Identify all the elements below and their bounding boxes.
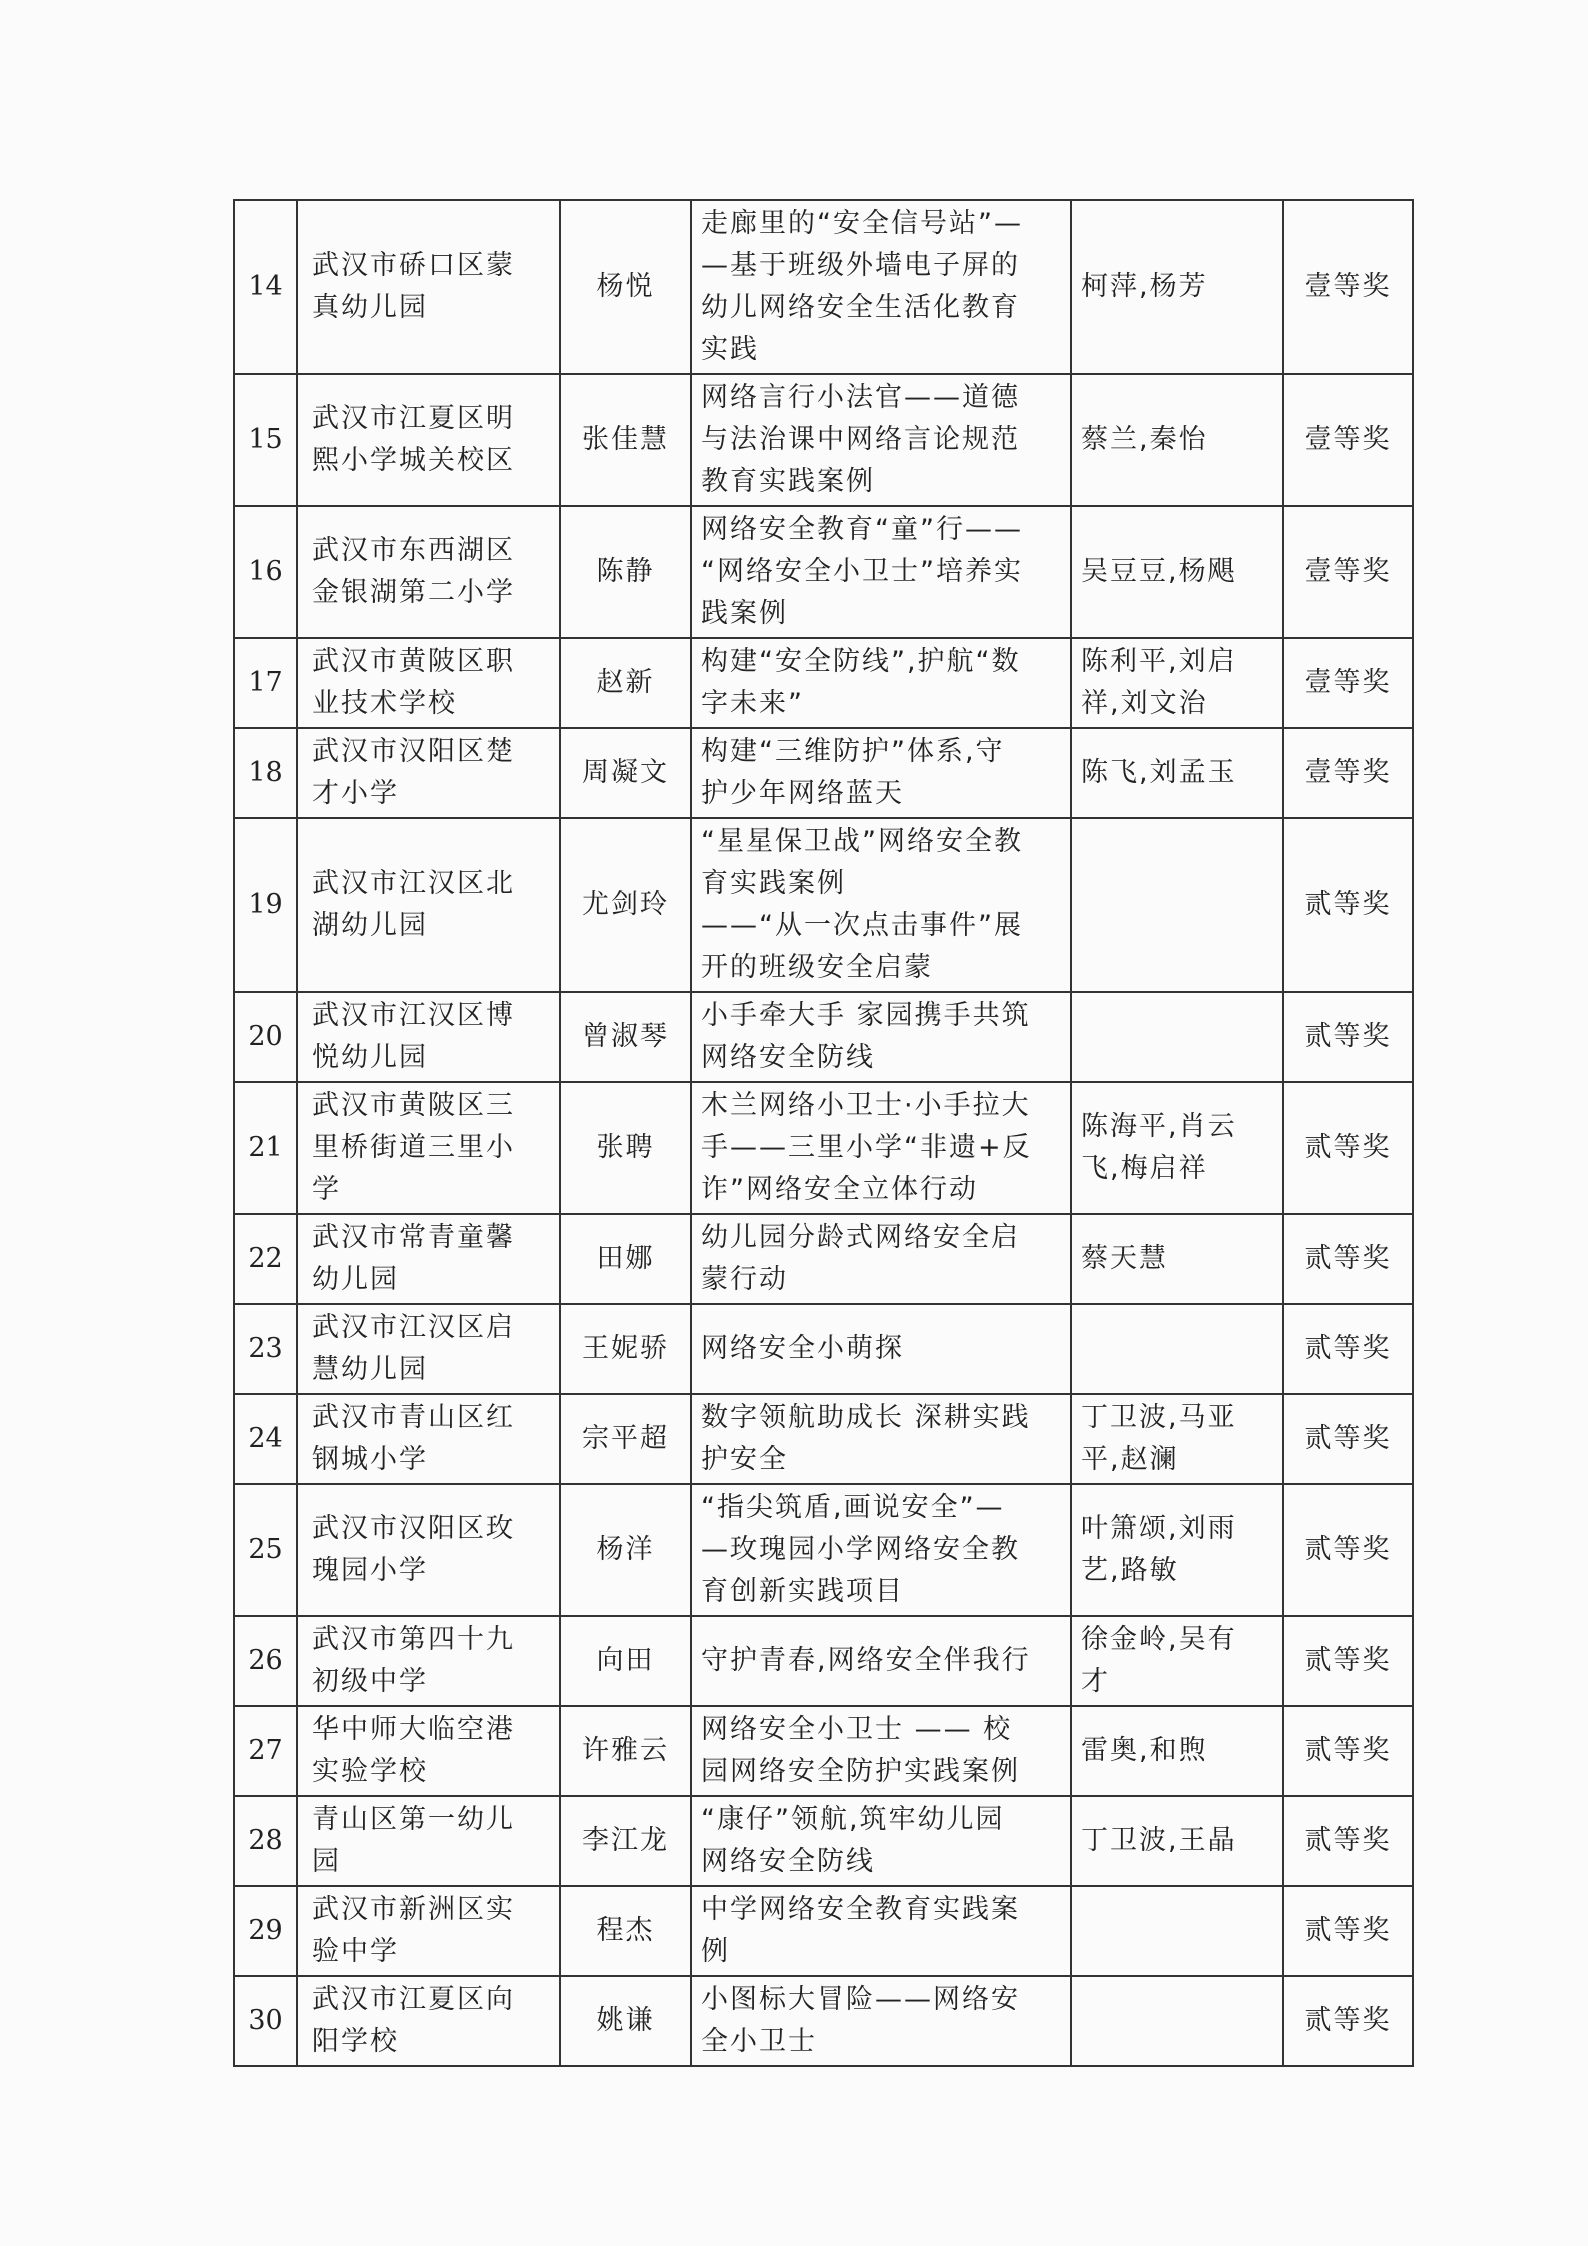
advisors-cell-line: 丁卫波,王晶 xyxy=(1081,1825,1237,1856)
prize-cell xyxy=(1283,1616,1413,1706)
row-number-cell-text: 18 xyxy=(248,757,283,788)
advisors-cell xyxy=(1071,200,1283,374)
advisors-cell-line: 柯萍,杨芳 xyxy=(1081,271,1208,302)
prize-cell-text: 壹等奖 xyxy=(1304,556,1392,587)
advisors-cell-line: 陈利平,刘启 xyxy=(1081,646,1237,677)
title-cell xyxy=(691,1484,1071,1616)
author-cell-text: 许雅云 xyxy=(582,1735,669,1766)
advisors-cell xyxy=(1071,1484,1283,1616)
school-cell xyxy=(297,1706,560,1796)
prize-cell xyxy=(1283,728,1413,818)
school-cell-line: 武汉市新洲区实 xyxy=(312,1894,515,1925)
school-cell xyxy=(297,1616,560,1706)
author-cell-text: 杨洋 xyxy=(596,1534,655,1565)
table-row xyxy=(234,506,1413,638)
table-row xyxy=(234,1796,1413,1886)
school-cell-line: 武汉市第四十九 xyxy=(312,1624,515,1655)
title-cell-line: 园网络安全防护实践案例 xyxy=(701,1756,1020,1787)
table-row xyxy=(234,200,1413,374)
table-row xyxy=(234,728,1413,818)
title-cell-line: 教育实践案例 xyxy=(701,466,875,497)
title-cell-line: “康仔”领航,筑牢幼儿园 xyxy=(701,1804,1005,1835)
title-cell-line: 网络安全防线 xyxy=(701,1846,875,1877)
row-number-cell xyxy=(234,1976,297,2066)
row-number-cell xyxy=(234,1484,297,1616)
prize-cell-text: 壹等奖 xyxy=(1304,667,1392,698)
row-number-cell-text: 27 xyxy=(248,1735,283,1766)
row-number-cell-text: 20 xyxy=(248,1021,283,1052)
author-cell-text: 程杰 xyxy=(596,1915,655,1946)
title-cell-line: 构建“安全防线”,护航“数 xyxy=(701,646,1021,677)
author-cell-text: 杨悦 xyxy=(596,271,655,302)
row-number-cell-text: 14 xyxy=(248,271,283,302)
author-cell-text: 姚谦 xyxy=(596,2005,655,2036)
advisors-cell-line: 吴豆豆,杨飓 xyxy=(1081,556,1237,587)
school-cell xyxy=(297,374,560,506)
advisors-cell xyxy=(1071,638,1283,728)
advisors-cell-line: 陈飞,刘孟玉 xyxy=(1081,757,1237,788)
title-cell xyxy=(691,638,1071,728)
row-number-cell-text: 15 xyxy=(248,424,283,455)
advisors-cell xyxy=(1071,1214,1283,1304)
advisors-cell-line: 祥,刘文治 xyxy=(1081,688,1208,719)
prize-cell xyxy=(1283,200,1413,374)
row-number-cell-text: 17 xyxy=(248,667,283,698)
row-number-cell xyxy=(234,992,297,1082)
table-row xyxy=(234,1394,1413,1484)
prize-cell-text: 贰等奖 xyxy=(1304,1534,1392,1565)
table-row xyxy=(234,638,1413,728)
table-row xyxy=(234,1484,1413,1616)
title-cell-line: 幼儿园分龄式网络安全启 xyxy=(701,1222,1020,1253)
school-cell-line: 验中学 xyxy=(312,1936,399,1967)
author-cell-text: 田娜 xyxy=(596,1243,655,1274)
title-cell xyxy=(691,1706,1071,1796)
title-cell-line: 诈”网络安全立体行动 xyxy=(701,1174,978,1205)
school-cell-line: 实验学校 xyxy=(312,1756,428,1787)
row-number-cell xyxy=(234,1394,297,1484)
row-number-cell-text: 29 xyxy=(248,1915,283,1946)
school-cell-line: 武汉市青山区红 xyxy=(312,1402,515,1433)
title-cell xyxy=(691,506,1071,638)
school-cell-line: 阳学校 xyxy=(312,2026,399,2057)
advisors-cell-line: 丁卫波,马亚 xyxy=(1081,1402,1237,1433)
school-cell-line: 园 xyxy=(312,1846,341,1877)
title-cell-line: 走廊里的“安全信号站”— xyxy=(701,208,1023,239)
row-number-cell-text: 28 xyxy=(248,1825,283,1856)
title-cell-line: 实践 xyxy=(701,334,759,365)
row-number-cell xyxy=(234,1304,297,1394)
title-cell-line: 构建“三维防护”体系,守 xyxy=(701,736,1005,767)
advisors-cell xyxy=(1071,992,1283,1082)
prize-cell xyxy=(1283,1394,1413,1484)
title-cell xyxy=(691,1304,1071,1394)
title-cell-line: —玫瑰园小学网络安全教 xyxy=(701,1534,1020,1565)
row-number-cell-text: 16 xyxy=(248,556,283,587)
advisors-cell xyxy=(1071,1082,1283,1214)
prize-cell xyxy=(1283,506,1413,638)
title-cell-line: 网络安全教育“童”行—— xyxy=(701,514,1023,545)
school-cell-line: 武汉市江汉区启 xyxy=(312,1312,515,1343)
title-cell-line: 木兰网络小卫士·小手拉大 xyxy=(701,1090,1031,1121)
author-cell xyxy=(560,1484,691,1616)
title-cell-line: 幼儿网络安全生活化教育 xyxy=(701,292,1020,323)
title-cell-line: 护少年网络蓝天 xyxy=(701,778,904,809)
row-number-cell-text: 21 xyxy=(248,1132,283,1163)
title-cell-line: 小图标大冒险——网络安 xyxy=(701,1984,1020,2015)
school-cell xyxy=(297,1082,560,1214)
row-number-cell-text: 19 xyxy=(248,889,283,920)
school-cell xyxy=(297,992,560,1082)
table-row xyxy=(234,1976,1413,2066)
table-row xyxy=(234,1082,1413,1214)
prize-cell-text: 贰等奖 xyxy=(1304,889,1392,920)
author-cell-text: 陈静 xyxy=(596,556,655,587)
advisors-cell-line: 叶箫颂,刘雨 xyxy=(1081,1513,1237,1544)
advisors-cell-line: 雷奥,和煦 xyxy=(1081,1735,1208,1766)
table-row xyxy=(234,992,1413,1082)
author-cell-text: 张聘 xyxy=(596,1132,655,1163)
title-cell-line: 网络安全小萌探 xyxy=(701,1333,904,1364)
advisors-cell-line: 飞,梅启祥 xyxy=(1081,1153,1208,1184)
row-number-cell xyxy=(234,638,297,728)
title-cell xyxy=(691,818,1071,992)
prize-cell xyxy=(1283,1886,1413,1976)
school-cell-line: 金银湖第二小学 xyxy=(312,577,515,608)
school-cell-line: 武汉市常青童馨 xyxy=(312,1222,515,1253)
author-cell xyxy=(560,374,691,506)
school-cell xyxy=(297,728,560,818)
school-cell-line: 武汉市江汉区博 xyxy=(312,1000,515,1031)
title-cell xyxy=(691,1394,1071,1484)
advisors-cell xyxy=(1071,1304,1283,1394)
author-cell-text: 张佳慧 xyxy=(582,424,669,455)
school-cell-line: 真幼儿园 xyxy=(312,292,428,323)
awards-table xyxy=(233,199,1414,2067)
table-row xyxy=(234,374,1413,506)
title-cell xyxy=(691,992,1071,1082)
title-cell-line: 网络安全小卫士 —— 校 xyxy=(701,1714,1013,1745)
author-cell-text: 宗平超 xyxy=(582,1423,669,1454)
school-cell xyxy=(297,1394,560,1484)
advisors-cell-line: 蔡兰,秦怡 xyxy=(1081,424,1208,455)
prize-cell-text: 贰等奖 xyxy=(1304,1825,1392,1856)
school-cell-line: 初级中学 xyxy=(312,1666,428,1697)
author-cell xyxy=(560,728,691,818)
prize-cell-text: 贰等奖 xyxy=(1304,1735,1392,1766)
school-cell-line: 钢城小学 xyxy=(312,1444,428,1475)
author-cell-text: 周凝文 xyxy=(582,757,669,788)
title-cell-line: 育实践案例 xyxy=(701,868,846,899)
advisors-cell xyxy=(1071,1976,1283,2066)
author-cell xyxy=(560,1616,691,1706)
school-cell-line: 熙小学城关校区 xyxy=(312,445,515,476)
prize-cell-text: 贰等奖 xyxy=(1304,1132,1392,1163)
author-cell-text: 尤剑玲 xyxy=(582,889,669,920)
table-row xyxy=(234,1616,1413,1706)
school-cell-line: 武汉市黄陂区职 xyxy=(312,646,515,677)
author-cell xyxy=(560,200,691,374)
school-cell-line: 武汉市东西湖区 xyxy=(312,535,515,566)
school-cell-line: 武汉市汉阳区楚 xyxy=(312,736,515,767)
title-cell xyxy=(691,1616,1071,1706)
school-cell xyxy=(297,1886,560,1976)
row-number-cell xyxy=(234,1796,297,1886)
author-cell xyxy=(560,1976,691,2066)
title-cell-line: ——“从一次点击事件”展 xyxy=(701,910,1023,941)
prize-cell xyxy=(1283,638,1413,728)
row-number-cell-text: 25 xyxy=(248,1534,283,1565)
row-number-cell xyxy=(234,374,297,506)
school-cell xyxy=(297,1976,560,2066)
advisors-cell xyxy=(1071,818,1283,992)
prize-cell xyxy=(1283,1976,1413,2066)
row-number-cell-text: 22 xyxy=(248,1243,283,1274)
title-cell-line: —基于班级外墙电子屏的 xyxy=(701,250,1020,281)
advisors-cell-line: 陈海平,肖云 xyxy=(1081,1111,1237,1142)
prize-cell-text: 贰等奖 xyxy=(1304,1243,1392,1274)
title-cell-line: 手——三里小学“非遗+反 xyxy=(701,1132,1032,1163)
school-cell-line: 悦幼儿园 xyxy=(312,1042,428,1073)
prize-cell-text: 贰等奖 xyxy=(1304,2005,1392,2036)
advisors-cell-line: 平,赵澜 xyxy=(1081,1444,1179,1475)
school-cell-line: 瑰园小学 xyxy=(312,1555,428,1586)
advisors-cell xyxy=(1071,1796,1283,1886)
title-cell-line: 数字领航助成长 深耕实践 xyxy=(701,1402,1031,1433)
title-cell xyxy=(691,200,1071,374)
table-row xyxy=(234,1706,1413,1796)
school-cell xyxy=(297,200,560,374)
table-row xyxy=(234,1304,1413,1394)
school-cell-line: 幼儿园 xyxy=(312,1264,399,1295)
school-cell-line: 青山区第一幼儿 xyxy=(312,1804,515,1835)
title-cell xyxy=(691,1214,1071,1304)
prize-cell-text: 贰等奖 xyxy=(1304,1021,1392,1052)
advisors-cell-line: 蔡天慧 xyxy=(1081,1243,1168,1274)
title-cell-line: 字未来” xyxy=(701,688,804,719)
title-cell xyxy=(691,374,1071,506)
author-cell-text: 向田 xyxy=(596,1645,655,1676)
title-cell-line: “星星保卫战”网络安全教 xyxy=(701,826,1023,857)
title-cell-line: 践案例 xyxy=(701,598,788,629)
title-cell-line: 与法治课中网络言论规范 xyxy=(701,424,1020,455)
advisors-cell xyxy=(1071,728,1283,818)
school-cell xyxy=(297,506,560,638)
author-cell-text: 赵新 xyxy=(596,667,655,698)
title-cell-line: 网络言行小法官——道德 xyxy=(701,382,1020,413)
row-number-cell xyxy=(234,506,297,638)
title-cell-line: “指尖筑盾,画说安全”— xyxy=(701,1492,1005,1523)
prize-cell xyxy=(1283,1214,1413,1304)
author-cell xyxy=(560,506,691,638)
prize-cell-text: 贰等奖 xyxy=(1304,1333,1392,1364)
school-cell xyxy=(297,1796,560,1886)
school-cell xyxy=(297,1484,560,1616)
row-number-cell xyxy=(234,1082,297,1214)
author-cell xyxy=(560,638,691,728)
prize-cell-text: 壹等奖 xyxy=(1304,271,1392,302)
title-cell xyxy=(691,728,1071,818)
title-cell-line: 例 xyxy=(701,1936,730,1967)
title-cell-line: 小手牵大手 家园携手共筑 xyxy=(701,1000,1031,1031)
row-number-cell-text: 30 xyxy=(248,2005,283,2036)
advisors-cell xyxy=(1071,374,1283,506)
advisors-cell-line: 才 xyxy=(1081,1666,1110,1697)
author-cell xyxy=(560,1706,691,1796)
title-cell-line: 全小卫士 xyxy=(701,2026,817,2057)
row-number-cell xyxy=(234,818,297,992)
school-cell-line: 业技术学校 xyxy=(312,688,457,719)
table-row xyxy=(234,818,1413,992)
school-cell-line: 学 xyxy=(312,1174,341,1205)
prize-cell-text: 壹等奖 xyxy=(1304,424,1392,455)
advisors-cell xyxy=(1071,1616,1283,1706)
school-cell-line: 武汉市江夏区向 xyxy=(312,1984,515,2015)
author-cell-text: 曾淑琴 xyxy=(582,1021,669,1052)
prize-cell xyxy=(1283,818,1413,992)
row-number-cell-text: 26 xyxy=(248,1645,283,1676)
author-cell xyxy=(560,1304,691,1394)
school-cell-line: 湖幼儿园 xyxy=(312,910,428,941)
school-cell xyxy=(297,1214,560,1304)
school-cell-line: 武汉市江夏区明 xyxy=(312,403,515,434)
title-cell-line: 守护青春,网络安全伴我行 xyxy=(701,1645,1031,1676)
school-cell xyxy=(297,818,560,992)
advisors-cell xyxy=(1071,1886,1283,1976)
school-cell-line: 才小学 xyxy=(312,778,399,809)
prize-cell xyxy=(1283,1796,1413,1886)
title-cell-line: 蒙行动 xyxy=(701,1264,788,1295)
prize-cell xyxy=(1283,1082,1413,1214)
title-cell xyxy=(691,1082,1071,1214)
title-cell xyxy=(691,1796,1071,1886)
author-cell xyxy=(560,992,691,1082)
title-cell-line: 中学网络安全教育实践案 xyxy=(701,1894,1020,1925)
row-number-cell xyxy=(234,1706,297,1796)
advisors-cell xyxy=(1071,506,1283,638)
school-cell-line: 武汉市硚口区蒙 xyxy=(312,250,515,281)
author-cell-text: 李江龙 xyxy=(582,1825,669,1856)
author-cell xyxy=(560,1082,691,1214)
advisors-cell xyxy=(1071,1394,1283,1484)
school-cell-line: 华中师大临空港 xyxy=(312,1714,515,1745)
school-cell xyxy=(297,638,560,728)
author-cell xyxy=(560,818,691,992)
row-number-cell xyxy=(234,200,297,374)
title-cell xyxy=(691,1886,1071,1976)
table-row xyxy=(234,1214,1413,1304)
author-cell xyxy=(560,1886,691,1976)
title-cell xyxy=(691,1976,1071,2066)
school-cell-line: 慧幼儿园 xyxy=(312,1354,428,1385)
author-cell xyxy=(560,1796,691,1886)
school-cell-line: 武汉市江汉区北 xyxy=(312,868,515,899)
prize-cell-text: 贰等奖 xyxy=(1304,1423,1392,1454)
school-cell-line: 武汉市汉阳区玫 xyxy=(312,1513,515,1544)
prize-cell-text: 贰等奖 xyxy=(1304,1915,1392,1946)
row-number-cell-text: 23 xyxy=(248,1333,283,1364)
table-row xyxy=(234,1886,1413,1976)
author-cell xyxy=(560,1394,691,1484)
row-number-cell xyxy=(234,728,297,818)
title-cell-line: “网络安全小卫士”培养实 xyxy=(701,556,1023,587)
title-cell-line: 育创新实践项目 xyxy=(701,1576,904,1607)
title-cell-line: 开的班级安全启蒙 xyxy=(701,952,933,983)
row-number-cell-text: 24 xyxy=(248,1423,283,1454)
prize-cell xyxy=(1283,374,1413,506)
author-cell-text: 王妮骄 xyxy=(582,1333,669,1364)
author-cell xyxy=(560,1214,691,1304)
advisors-cell-line: 徐金岭,吴有 xyxy=(1081,1624,1237,1655)
advisors-cell-line: 艺,路敏 xyxy=(1081,1555,1179,1586)
prize-cell xyxy=(1283,992,1413,1082)
prize-cell-text: 壹等奖 xyxy=(1304,757,1392,788)
school-cell xyxy=(297,1304,560,1394)
school-cell-line: 里桥街道三里小 xyxy=(312,1132,515,1163)
table-body xyxy=(234,200,1413,2066)
prize-cell xyxy=(1283,1706,1413,1796)
prize-cell xyxy=(1283,1484,1413,1616)
school-cell-line: 武汉市黄陂区三 xyxy=(312,1090,515,1121)
row-number-cell xyxy=(234,1616,297,1706)
prize-cell xyxy=(1283,1304,1413,1394)
title-cell-line: 网络安全防线 xyxy=(701,1042,875,1073)
title-cell-line: 护安全 xyxy=(701,1444,788,1475)
advisors-cell xyxy=(1071,1706,1283,1796)
prize-cell-text: 贰等奖 xyxy=(1304,1645,1392,1676)
row-number-cell xyxy=(234,1214,297,1304)
row-number-cell xyxy=(234,1886,297,1976)
